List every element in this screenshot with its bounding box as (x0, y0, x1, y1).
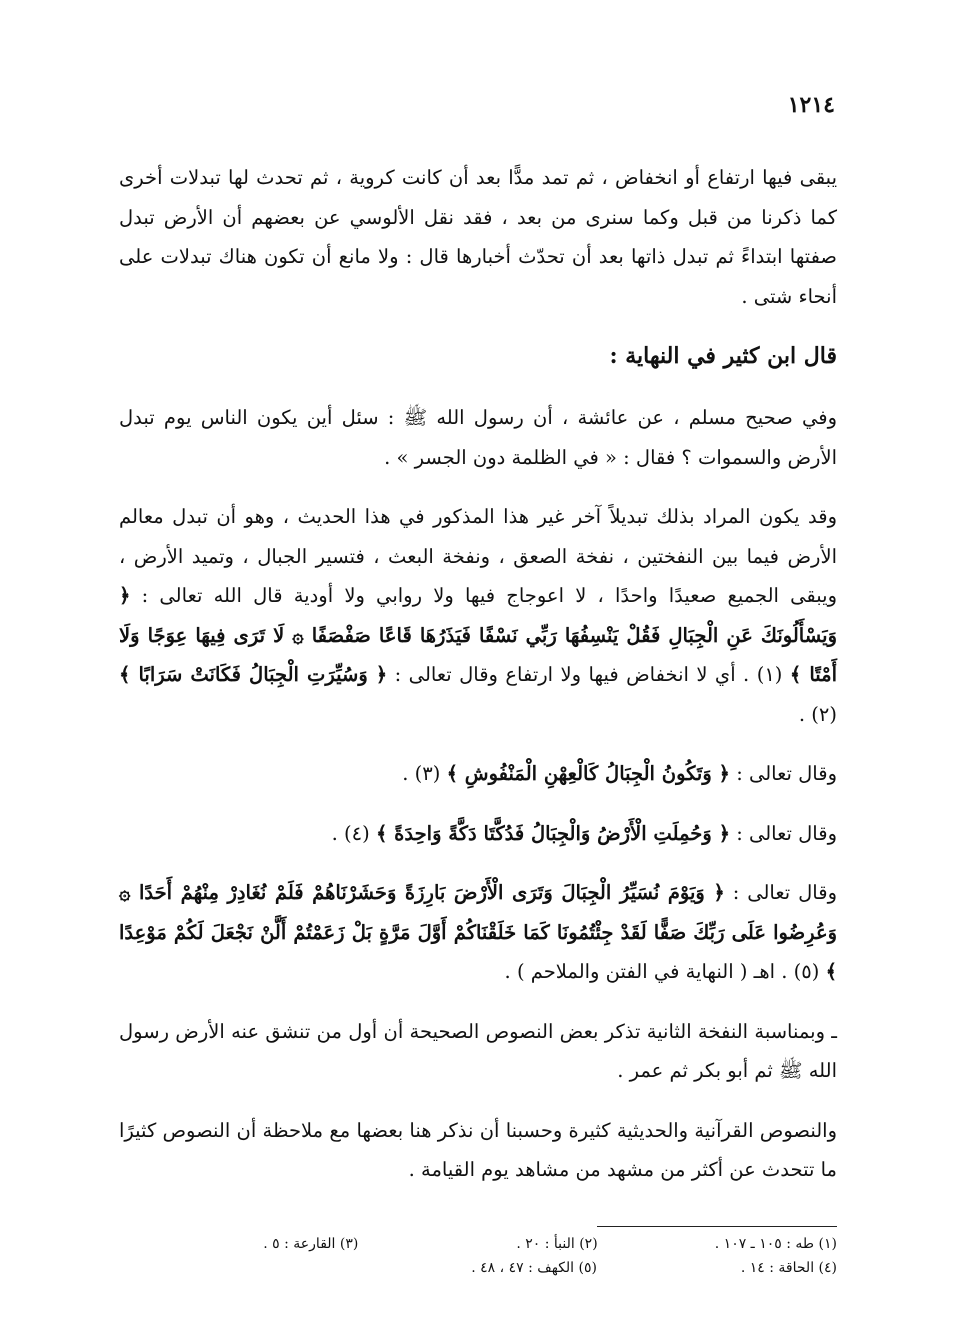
paragraph-6-ref: (٥) . اهـ ( النهاية في الفتن والملاحم ) . (504, 960, 820, 983)
footnote-4: (٤) الحاقة : ١٤ . (740, 1260, 837, 1276)
paragraph-7: ـ وبمناسبة النفخة الثانية تذكر بعض النصوص الصحيحة أن أول من تنشق عنه الأرض رسول الله ﷺ ثم أبو بكر ثم عمر . (119, 1019, 837, 1082)
footnote-1: (١) طه : ١٠٥ ـ ١٠٧ . (714, 1236, 837, 1252)
footnote-5: (٥) الكهف : ٤٧ ، ٤٨ . (471, 1260, 597, 1276)
paragraph-8: والنصوص القرآنية والحديثية كثيرة وحسبنا أن نذكر هنا بعضها مع ملاحظة أن النصوص كثيرًا ما تتحدث عن أكثر من مشهد من مشاهد يوم القيامة . (119, 1118, 837, 1181)
paragraph-3-text: وقد يكون المراد بذلك تبديلاً آخر غير هذا المذكور في هذا الحديث ، وهو أن تبدل معالم الأرض فيما بين النفختين ، نفخة الصعق ، ونفخة البعث ، فتسير الجبال ، وتميد الأرض ، ويبقى الجميع صعيدًا واحدًا ، لا اعوجاج فيها ولا روابي ولا أودية قال الله تعالى : (119, 505, 838, 607)
paragraph-3-end: (٢) . (798, 702, 837, 726)
paragraph-4-intro: وقال تعالى : (736, 762, 837, 785)
footnotes (119, 1232, 837, 1280)
section-heading: قال ابن كثير في النهاية : (609, 343, 837, 369)
page-content (119, 158, 837, 1210)
page-number: ١٢١٤ (787, 92, 835, 118)
paragraph-6 (119, 873, 837, 992)
paragraph-4 (119, 754, 837, 794)
paragraph-1: يبقى فيها ارتفاع أو انخفاض ، ثم تمد مدًّا بعد أن كانت كروية ، ثم تحدث لها تبدلات أخرى كما ذكرنا من قبل وكما سنرى من بعد ، فقد نقل الألوسي عن بعضهم أن الأرض تبدل صفتها ابتداءً ثم تبدل ذاتها بعد أن تحدّث أخبارها قال : ولا مانع أن تكون هناك تبدلات على أنحاء شتى . (119, 166, 837, 308)
paragraph-5 (119, 814, 837, 854)
quran-verse-haqqah: ﴿ وَحُمِلَتِ الْأَرْضُ وَالْجِبَالُ فَدُكَّتَا دَكَّةً وَاحِدَةً ﴾ (375, 821, 730, 845)
quran-verse-qariah: ﴿ وَتَكُونُ الْجِبَالُ كَالْعِهْنِ الْمَنْفُوشِ ﴾ (446, 762, 730, 785)
paragraph-3-mid: (١) . أي لا انخفاض فيها ولا ارتفاع وقال تعالى : (394, 663, 783, 686)
quran-verse-kahf: ﴿ وَيَوْمَ نُسَيِّرُ الْجِبَالَ وَتَرَى الْأَرْضَ بَارِزَةً وَحَشَرْنَاهُمْ فَلَمْ نُغَادِرْ مِنْهُمْ أَحَدًا ۞ وَعُرِضُوا عَلَى رَبِّكَ صَفًّا لَقَدْ جِئْتُمُونَا كَمَا خَلَقْنَاكُمْ أَوَّلَ مَرَّةٍ بَلْ زَعَمْتُمْ أَلَّنْ نَجْعَلَ لَكُمْ مَوْعِدًا ﴾ (119, 881, 837, 983)
footnote-3: (٣) القارعة : ٥ . (263, 1236, 359, 1252)
footnote-row-2 (119, 1256, 837, 1280)
footnote-2: (٢) النبأ : ٢٠ . (516, 1236, 598, 1252)
footnote-row-1 (119, 1232, 837, 1256)
quran-verse-taha: ﴿ وَيَسْأَلُونَكَ عَنِ الْجِبَالِ فَقُلْ يَنْسِفُهَا رَبِّي نَسْفًا فَيَذَرُهَا قَاعًا صَفْصَفًا ۞ لَا تَرَى فِيهَا عِوَجًا وَلَا أَمْتًا ﴾ (119, 584, 838, 686)
paragraph-4-ref: (٣) . (402, 762, 441, 785)
paragraph-5-ref: (٤) . (331, 821, 370, 845)
paragraph-5-intro: وقال تعالى : (736, 821, 837, 845)
quran-verse-naba: ﴿ وَسُيِّرَتِ الْجِبَالُ فَكَانَتْ سَرَابًا ﴾ (119, 663, 388, 686)
paragraph-2: وفي صحيح مسلم ، عن عائشة ، أن رسول الله ﷺ : سئل أين يكون الناس يوم تبدل الأرض والسموات ؟ فقال : « في الظلمة دون الجسر » . (119, 406, 837, 469)
paragraph-6-intro: وقال تعالى : (732, 881, 837, 904)
paragraph-3 (119, 497, 837, 734)
footnote-divider (597, 1226, 837, 1227)
